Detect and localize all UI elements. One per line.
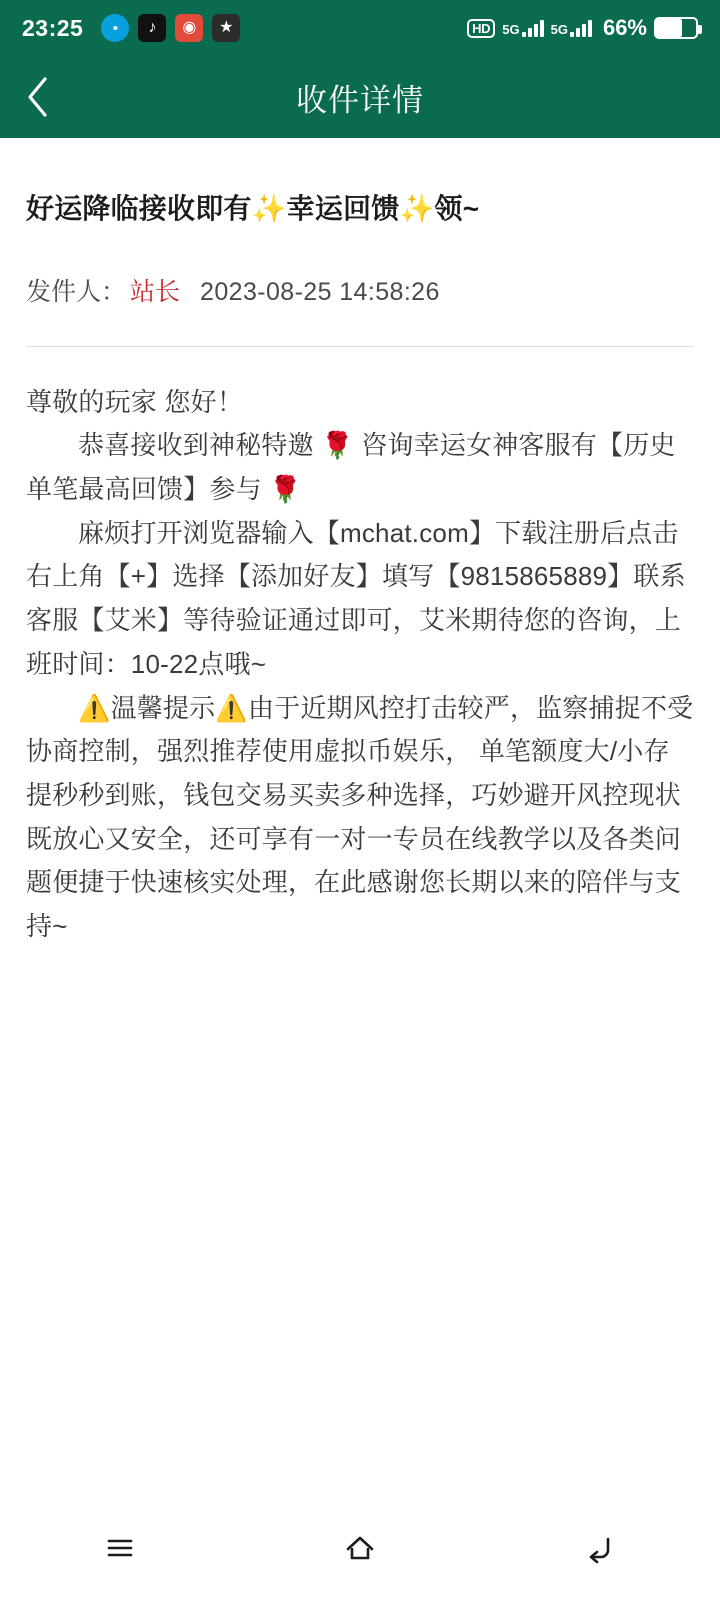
meta-divider <box>26 346 694 347</box>
battery-percent-label: 66% <box>602 15 647 40</box>
status-notification-icons <box>101 14 240 42</box>
mail-date: 2023-08-25 14:58:26 <box>200 277 440 306</box>
mail-body <box>26 381 694 949</box>
sender-label: 发件人： <box>26 277 127 306</box>
signal-2 <box>551 19 592 37</box>
mail-paragraph: 尊敬的玩家 您好！ <box>26 386 244 417</box>
mail-meta <box>26 272 694 308</box>
nav-back-button[interactable] <box>540 1496 660 1600</box>
mail-subject: 好运降临接收即有✨幸运回馈✨领~ <box>26 193 480 224</box>
home-icon <box>340 1528 380 1568</box>
status-bar <box>0 0 720 56</box>
status-clock: 23:25 <box>22 14 84 41</box>
app-red-icon: ◉ <box>175 14 203 42</box>
tiktok-icon: ♪ <box>138 14 166 42</box>
signal-bars-2-icon <box>570 19 592 37</box>
app-star-icon: ★ <box>212 14 240 42</box>
mail-paragraph: 麻烦打开浏览器输入【mchat.com】下载注册后点击右上角【+】选择【添加好友】填写【9815865889】联系客服【艾米】等待验证通过即可，艾米期待您的咨询，上班时间：10-22点哦~ <box>26 517 686 679</box>
mail-paragraph: ⚠️温馨提示⚠️由于近期风控打击较严，监察捕捉不受协商控制，强烈推荐使用虚拟币娱乐， 单笔额度大/小存提秒秒到账，钱包交易买卖多种选择，巧妙避开风控现状 既放心又安全，还可享有一对一专员在线教学以及各类问题便捷于快速核实处理，在此感谢您长期以来的陪伴与支持~ <box>26 692 694 941</box>
nav-recents-button[interactable] <box>60 1496 180 1600</box>
recents-icon <box>100 1528 140 1568</box>
battery-icon <box>654 17 698 39</box>
network-type-1-label: 5G <box>502 22 520 37</box>
network-type-2-label: 5G <box>550 22 568 37</box>
system-navigation-bar <box>0 1496 720 1600</box>
back-arrow-icon <box>25 75 51 119</box>
app-header <box>0 56 720 138</box>
qq-icon: • <box>101 14 129 42</box>
signal-bars-1-icon <box>522 19 544 37</box>
status-right-group <box>467 15 698 41</box>
header-back-button[interactable] <box>0 56 76 138</box>
page-title: 收件详情 <box>296 82 424 118</box>
hd-voice-icon: HD <box>467 19 495 38</box>
nav-home-button[interactable] <box>300 1496 420 1600</box>
back-icon <box>580 1528 620 1568</box>
sender-name: 站长 <box>130 277 181 306</box>
mail-paragraph: 恭喜接收到神秘特邀 🌹 咨询幸运女神客服有【历史单笔最高回馈】参与 🌹 <box>26 430 676 505</box>
signal-1 <box>502 19 543 37</box>
mail-detail-content <box>0 190 720 949</box>
